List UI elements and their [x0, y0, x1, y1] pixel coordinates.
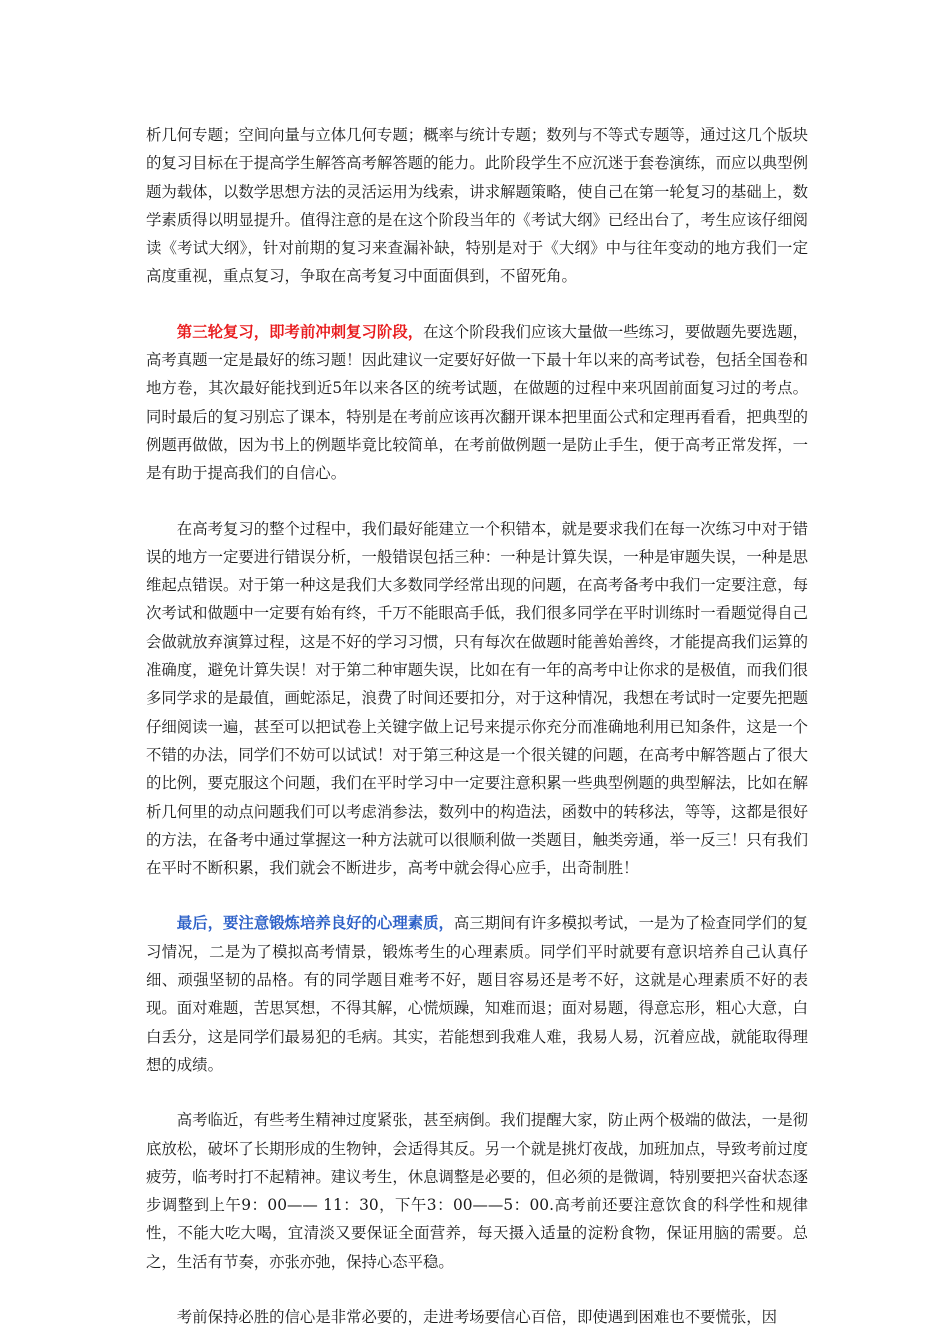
- paragraph-5-text: 高考临近，有些考生精神过度紧张，甚至病倒。我们提醒大家，防止两个极端的做法，一是彻底放松，破坏了长期形成的生物钟，会适得其反。另一个就是挑灯夜战，加班加点，导致考前过度疲劳，临考时打不起精神。建议考生，休息调整是必要的，但必须的是微调，特别要把兴奋状态逐步调整到上午9：00—— 11：30，下午3：00——5：00.高考前还要注意饮食的科学性和规律性，不能大吃大喝，宜清淡又要保证全面营养，每天摄入适量的淀粉食物，保证用脑的需要。总之，生活有节奏，亦张亦弛，保持心态平稳。: [146, 1111, 808, 1271]
- paragraph-1-text: 析几何专题；空间向量与立体几何专题；概率与统计专题；数列与不等式专题等，通过这几个版块的复习目标在于提高学生解答高考解答题的能力。此阶段学生不应沉迷于套卷演练，而应以典型例题为载体，以数学思想方法的灵活运用为线索，讲求解题策略，使自己在第一轮复习的基础上，数学素质得以明显提升。值得注意的是在这个阶段当年的《考试大纲》已经出台了，考生应该仔细阅读《考试大纲》，针对前期的复习来查漏补缺，特别是对于《大纲》中与往年变动的地方我们一定高度重视，重点复习，争取在高考复习中面面俱到，不留死角。: [146, 126, 808, 286]
- paragraph-gap: [146, 1276, 808, 1303]
- paragraph-gap: [146, 882, 808, 909]
- paragraph-5: [146, 1106, 808, 1276]
- paragraph-gap: [146, 488, 808, 515]
- paragraph-3-text: 在高考复习的整个过程中，我们最好能建立一个积错本，就是要求我们在每一次练习中对于错误的地方一定要进行错误分析，一般错误包括三种：一种是计算失误，一种是审题失误，一种是思维起点错误。对于第一种这是我们大多数同学经常出现的问题，在高考备考中我们一定要注意，每次考试和做题中一定要有始有终，千万不能眼高手低，我们很多同学在平时训练时一看题觉得自己会做就放弃演算过程，这是不好的学习习惯，只有每次在做题时能善始善终，才能提高我们运算的准确度，避免计算失误！对于第二种审题失误，比如在有一年的高考中让你求的是极值，而我们很多同学求的是最值，画蛇添足，浪费了时间还要扣分，对于这种情况，我想在考试时一定要先把题仔细阅读一遍，甚至可以把试卷上关键字做上记号来提示你充分而准确地利用已知条件，这是一个不错的办法，同学们不妨可以试试！对于第三种这是一个很关键的问题，在高考中解答题占了很大的比例，要克服这个问题，我们在平时学习中一定要注意积累一些典型例题的典型解法，比如在解析几何里的动点问题我们可以考虑消参法，数列中的构造法，函数中的转移法，等等，这都是很好的方法，在备考中通过掌握这一种方法就可以很顺利做一类题目，触类旁通，举一反三！只有我们在平时不断积累，我们就会不断进步，高考中就会得心应手，出奇制胜！: [146, 519, 808, 878]
- paragraph-6-text: 考前保持必胜的信心是非常必要的，走进考场要信心百倍，即使遇到困难也不要慌张，因: [176, 1307, 778, 1326]
- paragraph-2-text: 在这个阶段我们应该大量做一些练习，要做题先要选题，高考真题一定是最好的练习题！因此建议一定要好好做一下最十年以来的高考试卷，包括全国卷和地方卷，其次最好能找到近5年以来各区的统考试题，在做题的过程中来巩固前面复习过的考点。同时最后的复习别忘了课本，特别是在考前应该再次翻开课本把里面公式和定理再看看，把典型的例题再做做，因为书上的例题毕竟比较简单，在考前做例题一是防止手生，便于高考正常发挥，一是有助于提高我们的自信心。: [146, 322, 808, 483]
- paragraph-4-heading: 最后，要注意锻炼培养良好的心理素质，: [176, 914, 454, 933]
- document-page: [146, 121, 808, 1331]
- paragraph-6: [146, 1303, 808, 1331]
- paragraph-4-text: 高三期间有许多模拟考试，一是为了检查同学们的复习情况，二是为了模拟高考情景，锻炼考生的心理素质。同学们平时就要有意识培养自己认真仔细、顽强坚韧的品格。有的同学题目难考不好，题目容易还是考不好，这就是心理素质不好的表现。面对难题，苦思冥想，不得其解，心慌烦躁，知难而退；面对易题，得意忘形，粗心大意，白白丢分，这是同学们最易犯的毛病。其实，若能想到我难人难，我易人易，沉着应战，就能取得理想的成绩。: [146, 914, 808, 1074]
- paragraph-gap: [146, 291, 808, 318]
- paragraph-2: [146, 318, 808, 488]
- paragraph-gap: [146, 1079, 808, 1106]
- paragraph-1: [146, 121, 808, 291]
- paragraph-3: [146, 515, 808, 883]
- paragraph-2-heading: 第三轮复习，即考前冲刺复习阶段，: [176, 322, 424, 341]
- paragraph-4: [146, 909, 808, 1079]
